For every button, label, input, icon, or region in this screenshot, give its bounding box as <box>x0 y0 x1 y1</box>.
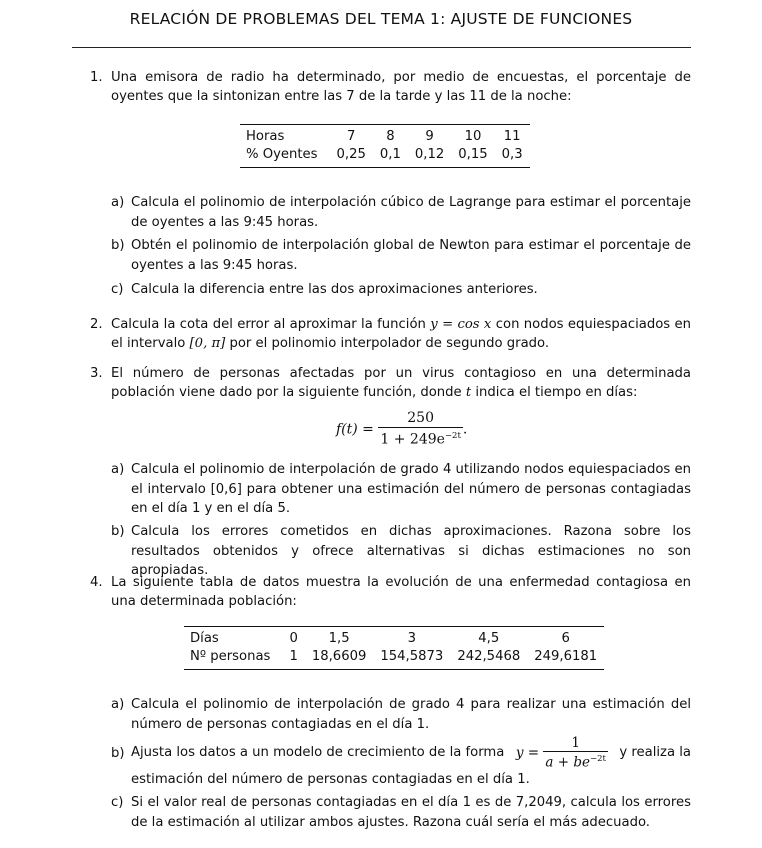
subitem-label: c) <box>111 795 124 810</box>
subitem-text: Ajusta los datos a un modelo de crecimiento de la forma y = $\frac{1}{a + be^{-2t}}$ y realiza la estimación del número de personas contagiadas en el día 1. <box>131 734 691 787</box>
problem-4 <box>90 573 691 611</box>
equation-lhs: f(t) = <box>336 421 374 438</box>
subitem-text: Obtén el polinomio de interpolación global de Newton para estimar el porcentaje de oyentes a las 9:45 horas. <box>131 238 691 273</box>
equation-fraction: $\frac{250}{1 + 249e^{-2t}}$ <box>380 410 461 448</box>
growth-model-formula: y = $\frac{1}{a + be^{-2t}}$ <box>515 734 606 771</box>
table-header: Días <box>184 627 282 649</box>
title-divider <box>72 47 691 48</box>
math-expression: y = cos x <box>430 317 492 332</box>
table-cell: 7 <box>330 125 373 147</box>
table-cell: 0,15 <box>451 146 494 168</box>
problem-number: 2. <box>90 317 103 332</box>
problem-text: La siguiente tabla de datos muestra la evolución de una enfermedad contagiosa en una determinada población: <box>111 575 691 609</box>
subitem-4b <box>111 736 691 790</box>
subitem-label: a) <box>111 462 125 477</box>
subitem-text: Calcula la diferencia entre las dos aproximaciones anteriores. <box>131 282 538 297</box>
table-header: % Oyentes <box>240 146 330 168</box>
subitem-4c <box>111 793 691 832</box>
problem-text: Una emisora de radio ha determinado, por medio de encuestas, el porcentaje de oyentes que la sintonizan entre las 7 de la tarde y las 11 de la noche: <box>111 70 691 104</box>
subitem-label: b) <box>111 524 125 539</box>
math-expression: [0, π] <box>189 336 226 351</box>
subitem-3a <box>111 460 691 519</box>
problem-number: 4. <box>90 575 103 590</box>
table-cell: 249,6181 <box>527 648 604 670</box>
table-cell: 0,3 <box>495 146 530 168</box>
problem-2 <box>90 315 691 353</box>
problem-number: 3. <box>90 366 103 381</box>
subitem-1b <box>111 236 691 275</box>
table-cell: 1,5 <box>305 627 374 649</box>
table-cell: 0,12 <box>408 146 451 168</box>
problem-number: 1. <box>90 70 103 85</box>
subitem-4a <box>111 695 691 734</box>
subitem-text: Calcula el polinomio de interpolación de grado 4 utilizando nodos equiespaciados en el intervalo [0,6] para obtener una estimación del número de personas contagiadas en el día 1 y en el día 5. <box>131 462 691 516</box>
table-cell: 11 <box>495 125 530 147</box>
table-cell: 8 <box>373 125 408 147</box>
radio-listeners-table <box>240 124 530 168</box>
table-cell: 0,1 <box>373 146 408 168</box>
subitem-label: a) <box>111 195 125 210</box>
subitem-text: Calcula los errores cometidos en dichas aproximaciones. Razona sobre los resultados obtenidos y ofrece alternativas si dichas estimaciones no son apropiadas. <box>131 524 691 578</box>
table-cell: 6 <box>527 627 604 649</box>
table-cell: 10 <box>451 125 494 147</box>
table-cell: 0 <box>282 627 304 649</box>
table-cell: 9 <box>408 125 451 147</box>
problem-text: Calcula la cota del error al aproximar la función y = cos x con nodos equiespaciados en el intervalo [0, π] por el polinomio interpolador de segundo grado. <box>111 317 691 351</box>
table-header: Horas <box>240 125 330 147</box>
table-header: Nº personas <box>184 648 282 670</box>
table-cell: 0,25 <box>330 146 373 168</box>
subitem-1c <box>111 280 691 300</box>
problem-1 <box>90 68 691 106</box>
math-expression: t <box>465 385 472 400</box>
subitem-label: b) <box>111 746 125 761</box>
subitem-1a <box>111 193 691 232</box>
table-cell: 154,5873 <box>373 648 450 670</box>
function-equation: f(t) = $\frac{250}{1 + 249e^{-2t}}$ . <box>336 410 468 448</box>
subitem-text: Si el valor real de personas contagiadas en el día 1 es de 7,2049, calcula los errores de la estimación al utilizar ambos ajustes. Razona cuál sería el más adecuado. <box>131 795 691 830</box>
subitem-label: b) <box>111 238 125 253</box>
problem-text: El número de personas afectadas por un virus contagioso en una determinada población viene dado por la siguiente función, donde t indica el tiempo en días: <box>111 366 691 400</box>
subitem-text: Calcula el polinomio de interpolación cúbico de Lagrange para estimar el porcentaje de oyentes a las 9:45 horas. <box>131 195 691 230</box>
table-cell: 1 <box>282 648 304 670</box>
table-cell: 242,5468 <box>450 648 527 670</box>
subitem-text: Calcula el polinomio de interpolación de grado 4 para realizar una estimación del número de personas contagiadas en el día 1. <box>131 697 691 732</box>
subitem-label: c) <box>111 282 124 297</box>
subitem-label: a) <box>111 697 125 712</box>
subitem-3b <box>111 522 691 581</box>
table-cell: 3 <box>373 627 450 649</box>
table-cell: 18,6609 <box>305 648 374 670</box>
problem-3 <box>90 364 691 402</box>
disease-evolution-table <box>184 626 604 670</box>
table-cell: 4,5 <box>450 627 527 649</box>
page-title: RELACIÓN DE PROBLEMAS DEL TEMA 1: AJUSTE DE FUNCIONES <box>129 10 633 28</box>
